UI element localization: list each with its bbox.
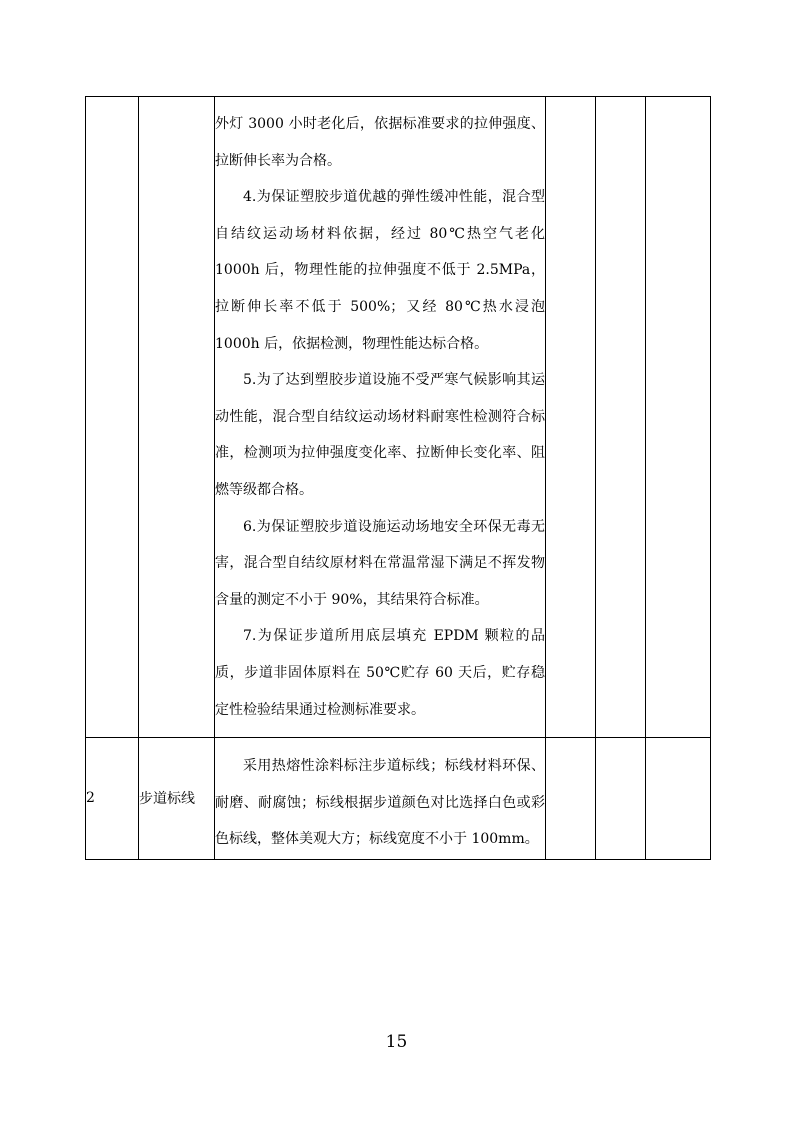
empty-cell xyxy=(596,738,646,860)
spec-table xyxy=(85,96,711,860)
description-paragraph: 外灯 3000 小时老化后，依据标准要求的拉伸强度、拉断伸长率为合格。 xyxy=(215,116,545,169)
empty-cell xyxy=(546,97,596,738)
empty-cell xyxy=(646,738,711,860)
description-paragraph: 7.为保证步道所用底层填充 EPDM 颗粒的品质，步道非固体原料在 50℃贮存 60 天后，贮存稳定性检验结果通过检测标准要求。 xyxy=(215,628,545,718)
description-paragraph: 6.为保证塑胶步道设施运动场地安全环保无毒无害，混合型自结纹原材料在常温常湿下满足不挥发物含量的测定不小于 90%，其结果符合标准。 xyxy=(215,518,545,608)
page-number: 15 xyxy=(385,1032,408,1052)
description-cell xyxy=(215,97,546,738)
empty-cell xyxy=(596,97,646,738)
table-row xyxy=(86,97,711,738)
row-number-cell xyxy=(86,97,139,738)
empty-cell xyxy=(546,738,596,860)
description-paragraph: 5.为了达到塑胶步道设施不受严寒气候影响其运动性能，混合型自结纹运动场材料耐寒性检测符合标准，检测项为拉伸强度变化率、拉断伸长变化率、阻燃等级都合格。 xyxy=(215,372,545,498)
description-paragraph: 采用热熔性涂料标注步道标线；标线材料环保、耐磨、耐腐蚀；标线根据步道颜色对比选择白色或彩色标线，整体美观大方；标线宽度不小于 100mm。 xyxy=(215,758,545,848)
description-paragraph: 4.为保证塑胶步道优越的弹性缓冲性能，混合型自结纹运动场材料依据，经过 80℃热空气老化 1000h 后，物理性能的拉伸强度不低于 2.5MPa，拉断伸长率不低于 500%；又经 80℃热水浸泡 1000h 后，依据检测，物理性能达标合格。 xyxy=(215,189,545,352)
item-name-cell xyxy=(139,97,215,738)
row-number-cell: 2 xyxy=(86,738,139,860)
table-row xyxy=(86,738,711,860)
description-cell xyxy=(215,738,546,860)
item-name-cell: 步道标线 xyxy=(139,738,215,860)
empty-cell xyxy=(646,97,711,738)
